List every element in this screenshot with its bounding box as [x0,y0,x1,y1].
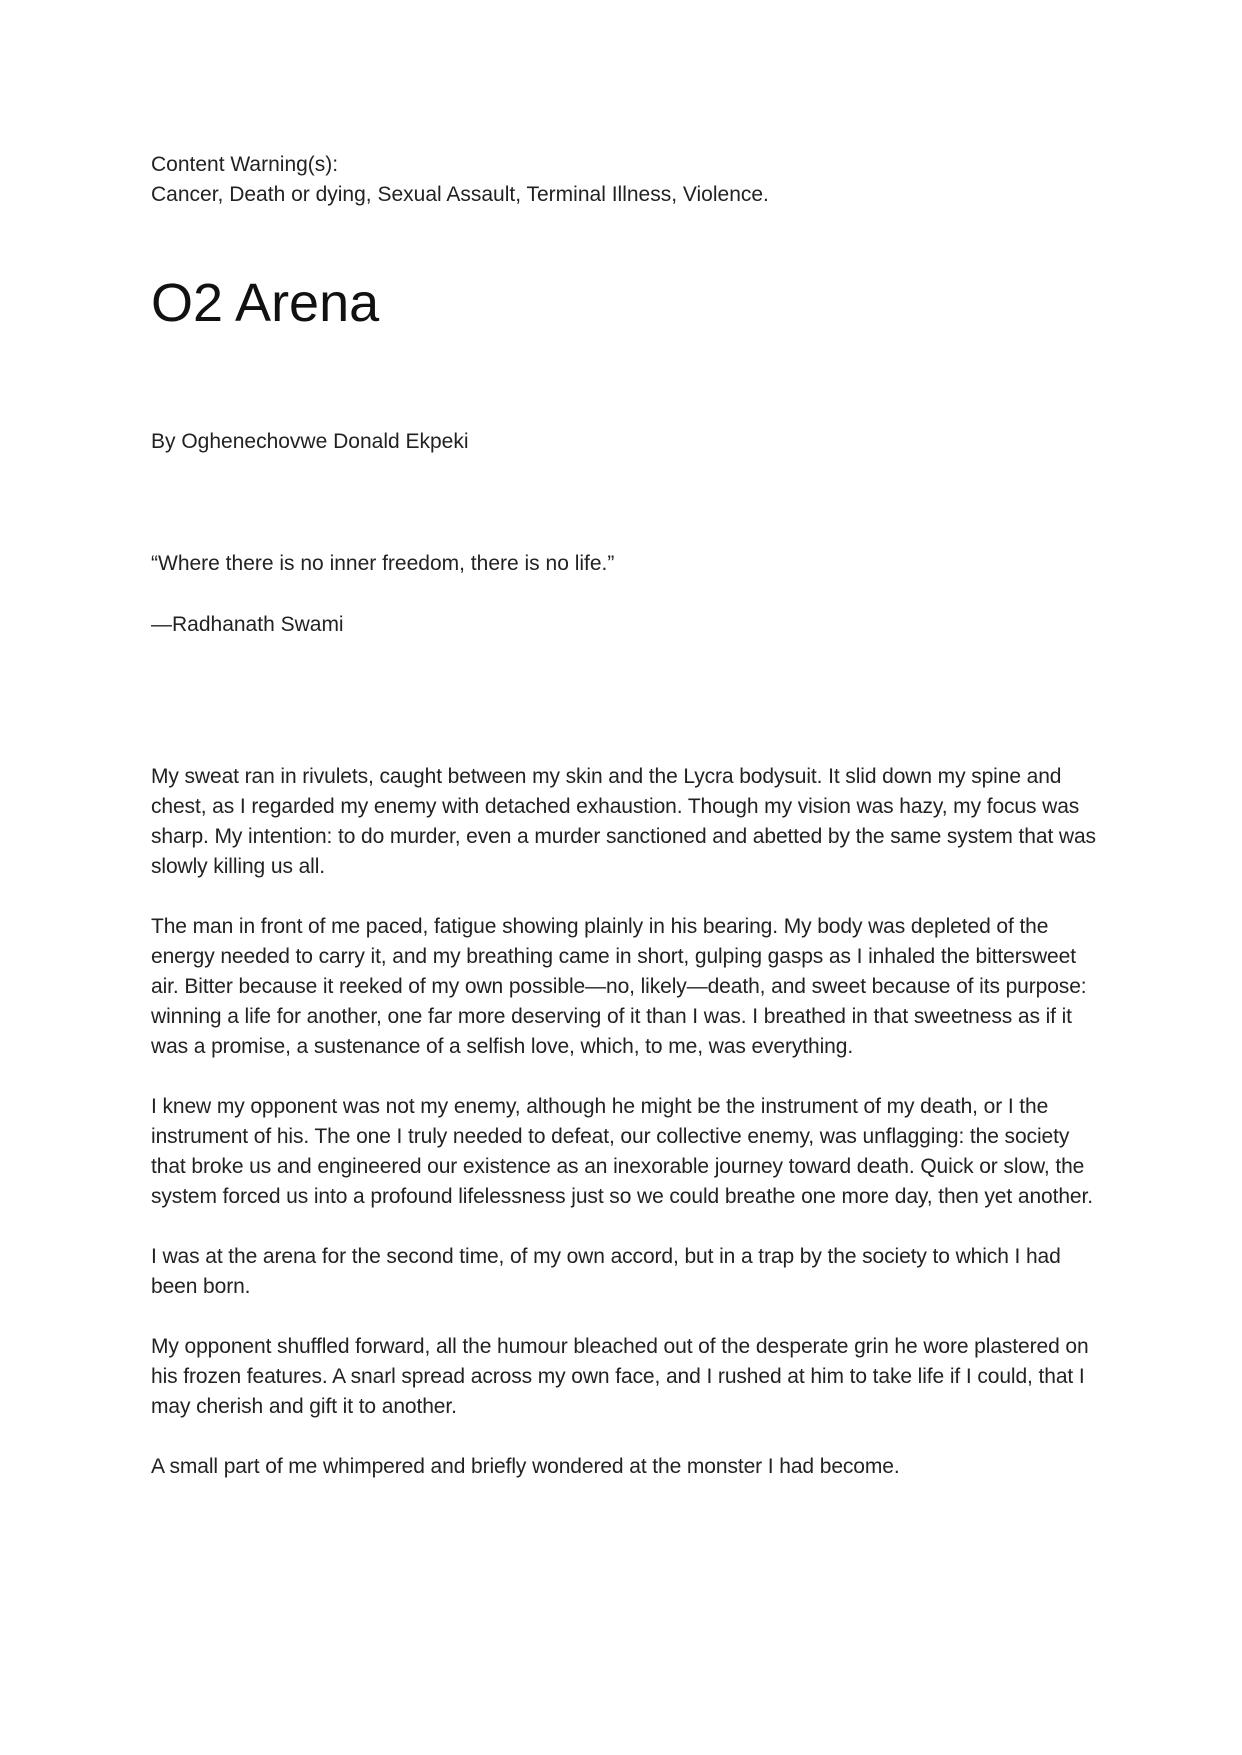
paragraph: I knew my opponent was not my enemy, although he might be the instrument of my death, or I the instrument of his. The one I truly needed to defeat, our collective enemy, was unflagging: the society that broke us and engineered our existence as an inexorable journey toward death. Quick or slow, the system forced us into a profound lifelessness just so we could breathe one more day, then yet another. [151,1095,1093,1208]
story-title: O2 Arena [151,273,380,333]
epigraph-attribution: —Radhanath Swami [151,613,344,636]
content-warning-label: Content Warning(s): [151,153,339,176]
paragraph: The man in front of me paced, fatigue showing plainly in his bearing. My body was depleted of the energy needed to carry it, and my breathing came in short, gulping gasps as I inhaled the bittersweet air. Bitter because it reeked of my own possible—no, likely—death, and sweet because of its purpose: winning a life for another, one far more deserving of it than I was. I breathed in that sweetness as if it was a promise, a sustenance of a selfish love, which, to me, was everything. [151,915,1087,1058]
paragraph: A small part of me whimpered and briefly wondered at the monster I had become. [151,1455,900,1478]
story-byline: By Oghenechovwe Donald Ekpeki [151,430,469,453]
story-body [151,762,1101,1512]
content-warning-items: Cancer, Death or dying, Sexual Assault, Terminal Illness, Violence. [151,183,769,206]
content-warning [151,150,769,210]
paragraph: My opponent shuffled forward, all the humour bleached out of the desperate grin he wore plastered on his frozen features. A snarl spread across my own face, and I rushed at him to take life if I could, that I may cherish and gift it to another. [151,1335,1089,1418]
paragraph: My sweat ran in rivulets, caught between my skin and the Lycra bodysuit. It slid down my spine and chest, as I regarded my enemy with detached exhaustion. Though my vision was hazy, my focus was sharp. My intention: to do murder, even a murder sanctioned and abetted by the same system that was slowly killing us all. [151,765,1096,878]
epigraph-quote: “Where there is no inner freedom, there is no life.” [151,552,615,575]
paragraph: I was at the arena for the second time, of my own accord, but in a trap by the society to which I had been born. [151,1245,1061,1298]
